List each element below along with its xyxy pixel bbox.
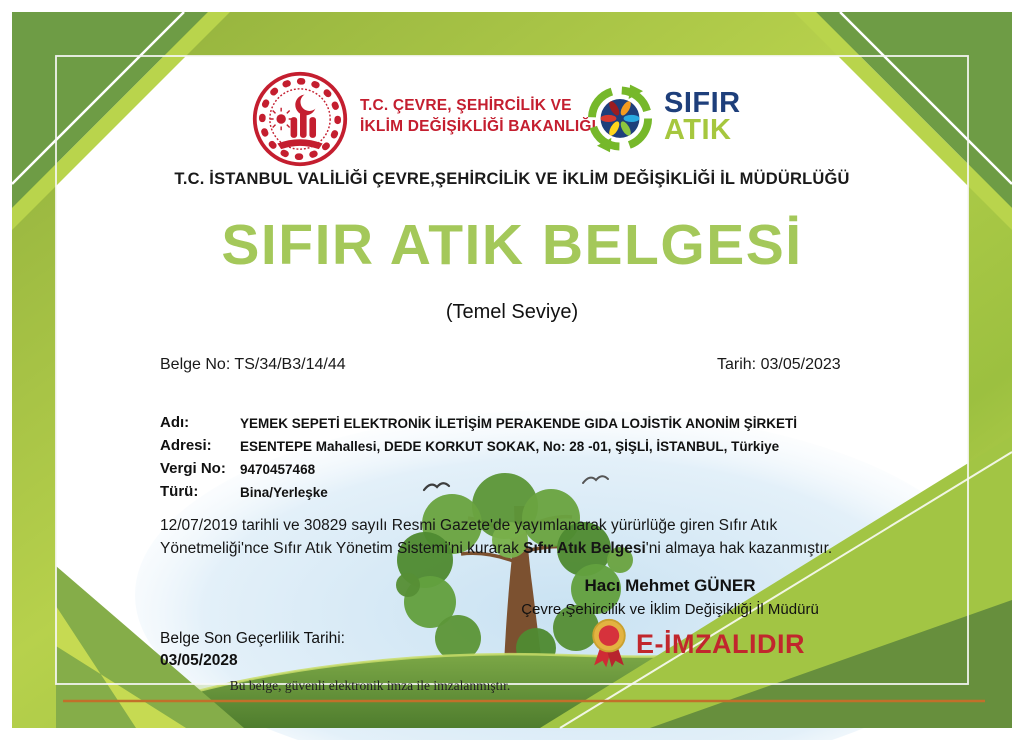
- tarih-value: 03/05/2023: [760, 356, 841, 373]
- detail-value: YEMEK SEPETİ ELEKTRONİK İLETİŞİM PERAKENDE GIDA LOJİSTİK ANONİM ŞİRKETİ: [240, 416, 798, 431]
- sifir-atik-logo-icon: [584, 80, 656, 154]
- sifir-atik-logo-line2: ATIK: [664, 114, 732, 146]
- paragraph-text-after: 'ni almaya hak kazanmıştır.: [645, 540, 833, 558]
- footer-note: Bu belge, güvenli elektronik imza ile imzalanmıştır.: [229, 678, 511, 693]
- detail-value: Bina/Yerleşke: [240, 485, 328, 500]
- certificate-subtitle: (Temel Seviye): [445, 301, 579, 323]
- paragraph-text-before: 12/07/2019 tarihli ve 30829 sayılı Resmi Gazete'de yayımlanarak yürürlüğe giren Sıfır Atık Yönetmeliği'nce Sıfır Atık Yönetim Sistemi'ni kurarak: [160, 517, 778, 558]
- detail-value: ESENTEPE Mahallesi, DEDE KORKUT SOKAK, No: 28 -01, ŞİŞLİ, İSTANBUL, Türkiye: [240, 439, 780, 454]
- ministry-name: [360, 96, 596, 138]
- signature-block: [470, 576, 870, 618]
- sifir-atik-logo-text: [664, 87, 741, 146]
- detail-label: Adresi:: [160, 437, 212, 454]
- ministry-name-line1: T.C. ÇEVRE, ŞEHİRCİLİK VE: [360, 97, 572, 114]
- detail-label: Vergi No:: [160, 460, 226, 477]
- signer-name: Hacı Mehmet GÜNER: [584, 576, 756, 595]
- belge-no-label: Belge No:: [160, 356, 231, 373]
- body-paragraph: [160, 514, 866, 561]
- validity-date: 03/05/2028: [160, 651, 238, 669]
- stamp-text: E-İMZALIDIR: [636, 628, 805, 659]
- ministry-emblem-icon: [248, 70, 352, 168]
- sifir-atik-logo-line1: SIFIR: [664, 87, 741, 119]
- certificate-title: SIFIR ATIK BELGESİ: [221, 213, 803, 277]
- detail-label: Türü:: [160, 483, 199, 500]
- belge-no-value: TS/34/B3/14/44: [234, 356, 346, 373]
- detail-label: Adı:: [160, 414, 190, 431]
- details-table: [160, 412, 870, 504]
- ministry-name-line2: İKLİM DEĞİŞİKLİĞİ BAKANLIĞI: [360, 117, 597, 135]
- belge-no: [160, 356, 346, 374]
- authority-heading: T.C. İSTANBUL VALİLİĞİ ÇEVRE,ŞEHİRCİLİK VE İKLİM DEĞİŞİKLİĞİ İL MÜDÜRLÜĞÜ: [174, 170, 850, 188]
- tarih-label: Tarih:: [717, 356, 757, 373]
- paragraph-text-bold: Sıfır Atık Belgesi: [523, 540, 646, 558]
- validity-label: Belge Son Geçerlilik Tarihi:: [160, 630, 345, 647]
- medal-icon: [588, 618, 630, 670]
- validity-block: [160, 628, 345, 671]
- sifir-atik-logo: [584, 80, 741, 154]
- e-signature-stamp: [588, 618, 805, 670]
- tarih: [717, 356, 841, 374]
- detail-value: 9470457468: [240, 462, 316, 477]
- signer-title: Çevre,Şehircilik ve İklim Değişikliği İl Müdürü: [521, 601, 819, 618]
